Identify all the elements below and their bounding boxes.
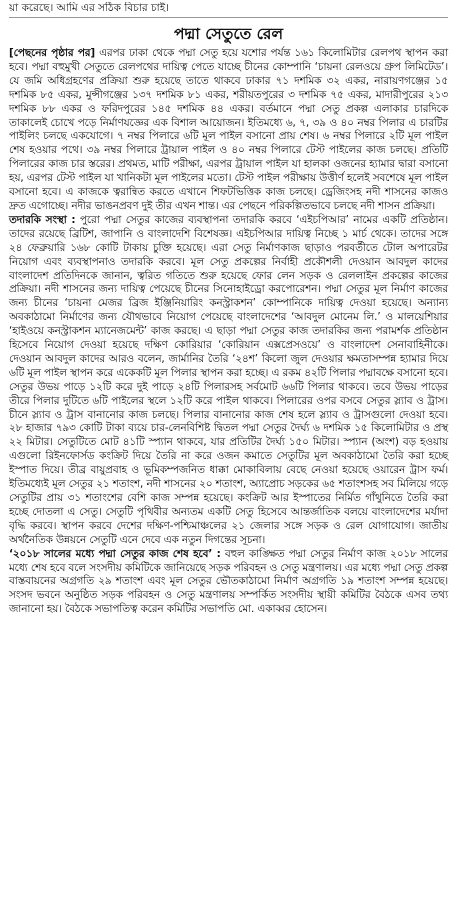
- subheading-lead: ‘২০১৮ সালের মধ্যে পদ্মা সেতুর কাজ শেষ হবে’ :: [9, 547, 221, 560]
- article-paragraph: [9, 214, 448, 548]
- article-headline: পদ্মা সেতুতে রেল: [174, 25, 283, 43]
- paragraph-text: পুরো পদ্মা সেতুর কাজের ব্যবস্থাপনা তদারকি করবে ‘এইচপিআর’ নামের একটি প্রতিষ্ঠান। তাদের রয়েছে ব্রিটিশ, জাপানি ও বাংলাদেশি বিশেষজ্ঞ। এইচপিআর দায়িত্ব নিচ্ছে ১ মার্চ থেকে। তাদের সঙ্গে ২৪ ফেব্রুয়ারি ১৬৮ কোটি টাকায় চুক্তি হয়েছে। এরা সেতু নির্মাণকাজ ছাড়াও পরবর্তীতে টোল অপারেটর নিয়োগ এবং ব্যবস্থাপনাও তদারকি করবে। মূল সেতু প্রকল্পের নির্বাহী প্রকৌশলী দেওয়ান আবদুল কাদের বাংলাদেশ প্রতিদিনকে জানান, ত্বরিত গতিতে শুরু হয়েছে ফোর লেন সড়ক ও রেললাইন প্রকল্পের কাজের প্রক্রিয়া। নদী শাসনের জন্য দায়িত্ব পেয়েছে চীনের সিনোহাইড্রো করপোরেশন। পদ্মা সেতুর মূল নির্মাণ কাজের জন্য চীনের ‘চায়না মেজর ব্রিজ ইঞ্জিনিয়ারিং কনস্ট্রাকশন’ কোম্পানিকে দায়িত্ব দেওয়া হয়েছে। অন্যান্য অবকাঠামো নির্মাণের জন্য যৌথভাবে নিয়োগ পেয়েছে বাংলাদেশের ‘আবদুল মোনেম লি.’ ও মালয়েশিয়ার ‘হাইওয়ে কনস্ট্রাকশন ম্যানেজমেন্ট’ কাজ করছে। এ ছাড়া পদ্মা সেতুর কাজ তদারকির জন্য পরামর্শক প্রতিষ্ঠান হিসেবে নিয়োগ দেওয়া হয়েছে দক্ষিণ কোরিয়ার ‘কোরিয়ান এক্সপ্রেসওয়ে’ ও বাংলাদেশ সেনাবাহিনীকে। দেওয়ান আবদুল কাদের আরও বলেন, জার্মানির তৈরি ‘২৪শ’ কিলো জুল দেওয়ার ক্ষমতাসম্পন্ন হ্যামার দিয়ে ৬টি মূল পাইল স্থাপন করে একেকটি মূল পিলার স্থাপন করা হচ্ছে। এ রকম ৪২টি পিলার পদ্মাবক্ষে বসানো হবে। সেতুর উভয় পাড়ে ১২টি করে দুই পাড়ে ২৪টি পিলারসহ সর্বমোট ৬৬টি পিলার থাকবে। তবে উভয় পাড়ের তীরে পিলার দুটিতে ৬টি পাইলের স্থলে ১২টি করে পাইল থাকবে। পিলারের ওপর বসবে সেতুর স্ল্যাব ও ট্রাস। চীনে স্ল্যাব ও ট্রাস বানানোর কাজ চলছে। পিলার বানানোর কাজ শেষ হলে স্ল্যাব ও ট্রাসগুলো দেওয়া হবে। ২৮ হাজার ৭৯৩ কোটি টাকা ব্যয়ে চার-লেনবিশিষ্ট দ্বিতল পদ্মা সেতুর দৈর্ঘ্য ৬ দশমিক ১৫ কিলোমিটার ও প্রস্থ ২২ মিটার। সেতুটিতে মোট ৪১টি স্প্যান থাকবে, যার প্রতিটির দৈর্ঘ্য ১৫০ মিটার। স্প্যান (অংশ) বড় হওয়ায় এগুলো রিইনফোর্সড কংক্রিট দিয়ে তৈরি না করে ওজন কমাতে সেতুটির মূল অবকাঠামো তৈরি করা হচ্ছে ইস্পাত দিয়ে। তীব্র বায়ুপ্রবাহ ও ভূমিকম্পজনিত ধাক্কা মোকাবিলায় বেছে নেওয়া হয়েছে ওয়ারেন ট্রাস ফর্ম। ইতিমধ্যেই মূল সেতুর ২১ শতাংশ, নদী শাসনের ২০ শতাংশ, অ্যাপ্রোচ সড়কের ৬৫ শতাংশসহ সব মিলিয়ে গড়ে সেতুটির প্রায় ৩১ শতাংশের বেশি কাজ সম্পন্ন হয়েছে। কংক্রিট আর ইস্পাতের নির্মিত গাঁথুনিতে তৈরি করা হচ্ছে দোতলা এ সেতু। সেতুটি পৃথিবীর অন্যতম একটি সেতু হিসেবে আন্তর্জাতিক বলয়ে বাংলাদেশের মর্যাদা বৃদ্ধি করবে। স্থাপন করবে দেশের দক্ষিণ-পশ্চিমাঞ্চলের ২১ জেলার সঙ্গে সড়ক ও রেল যোগাযোগ। জাতীয় অর্থনৈতিক উন্নয়নে সেতুটি এনে দেবে এক নতুন দিগন্তের সূচনা।: [9, 213, 448, 546]
- previous-article-fragment: য়া করেছে। আমি এর সঠিক বিচার চাই।: [9, 2, 448, 18]
- subheading-lead: তদারকি সংস্থা :: [9, 213, 76, 226]
- article-paragraph: [9, 548, 448, 618]
- paragraph-text: এরপর ঢাকা থেকে পদ্মা সেতু হয়ে যশোর পর্যন্ত ১৬১ কিলোমিটার রেলপথ স্থাপন করা হবে। পদ্মা বহুমুখী সেতুতে রেলপথের দায়িত্ব পেতে যাচ্ছে চীনের কোম্পানি ‘চায়না রেলওয়ে গ্রুপ লিমিটেড’। যে জমি অধিগ্রহণের প্রক্রিয়া শুরু হয়েছে তাতে থাকবে ঢাকার ৭১ দশমিক ৩২ একর, নারায়ণগঞ্জের ১৫ দশমিক ৮৫ একর, মুন্সীগঞ্জের ১৩৭ দশমিক ৮১ একর, শরীয়তপুরের ৩ দশমিক ৭৫ একর, মাদারীপুরের ২১৩ দশমিক ৮৮ একর ও ফরিদপুরের ১৪৫ দশমিক ৪৪ একর। বর্তমানে পদ্মা সেতু প্রকল্প এলাকার চারদিকে তাকালেই চোখে পড়ে নির্মাণযজ্ঞের এক বিশাল আয়োজন। ইতিমধ্যে ৬, ৭, ৩৯ ও ৪০ নম্বর পিলার এ চারটির পাইলিং চলছে একযোগে। ৭ নম্বর পিলারে ৬টি মূল পাইল বসানো প্রায় শেষ। ৬ নম্বর পিলারে ২টি মূল পাইল শেষ হওয়ার পথে। ৩৯ নম্বর পিলারে ট্রায়াল পাইল ও ৪০ নম্বর পিলারে টেস্ট পাইলের কাজ চলছে। প্রতিটি পিলারের কাজ চার স্তরের। প্রথমত, মাটি পরীক্ষা, এরপর ট্রায়াল পাইল যা হালকা ওজনের হ্যামার দ্বারা বসানো হয়, এরপর টেস্ট পাইল যা খানিকটা মূল পাইলের মতো। টেস্ট পাইল পরীক্ষায় উত্তীর্ণ হলেই সবশেষে মূল পাইল বসানো হবে। এ কাজকে ত্বরান্বিত করতে এখানে শিফটভিত্তিক কাজ চলছে। ড্রেজিংসহ নদী শাসনের কাজও দ্রুত এগোচ্ছে। নদীর ভাঙনপ্রবণ দুই তীর এখন শান্ত। এর পেছনে পরিকল্পিতভাবে চলছে নদী শাসন প্রক্রিয়া।: [9, 47, 448, 212]
- article-paragraph: [9, 47, 448, 214]
- paragraph-text: বহুল কাঙ্ক্ষিত পদ্মা সেতুর নির্মাণ কাজ ২০১৮ সালের মধ্যে শেষ হবে বলে সংসদীয় কমিটিকে জানিয়েছে সড়ক পরিবহন ও সেতু মন্ত্রণালয়। এর মধ্যে পদ্মা সেতু প্রকল্প বাস্তবায়নের অগ্রগতি ২৯ শতাংশ এবং মূল সেতুর ভৌতকাঠামো নির্মাণ অগ্রগতি ১৯ শতাংশ সম্পন্ন হয়েছে। সংসদ ভবনে অনুষ্ঠিত সড়ক পরিবহন ও সেতু মন্ত্রণালয় সম্পর্কিত সংসদীয় স্থায়ী কমিটির বৈঠকে এসব তথ্য জানানো হয়। বৈঠকে সভাপতিত্ব করেন কমিটির সভাপতি মো. একাব্বর হোসেন।: [9, 547, 448, 616]
- continuation-lead: [পেছনের পৃষ্ঠার পর]: [9, 47, 96, 59]
- article-body: [9, 47, 448, 617]
